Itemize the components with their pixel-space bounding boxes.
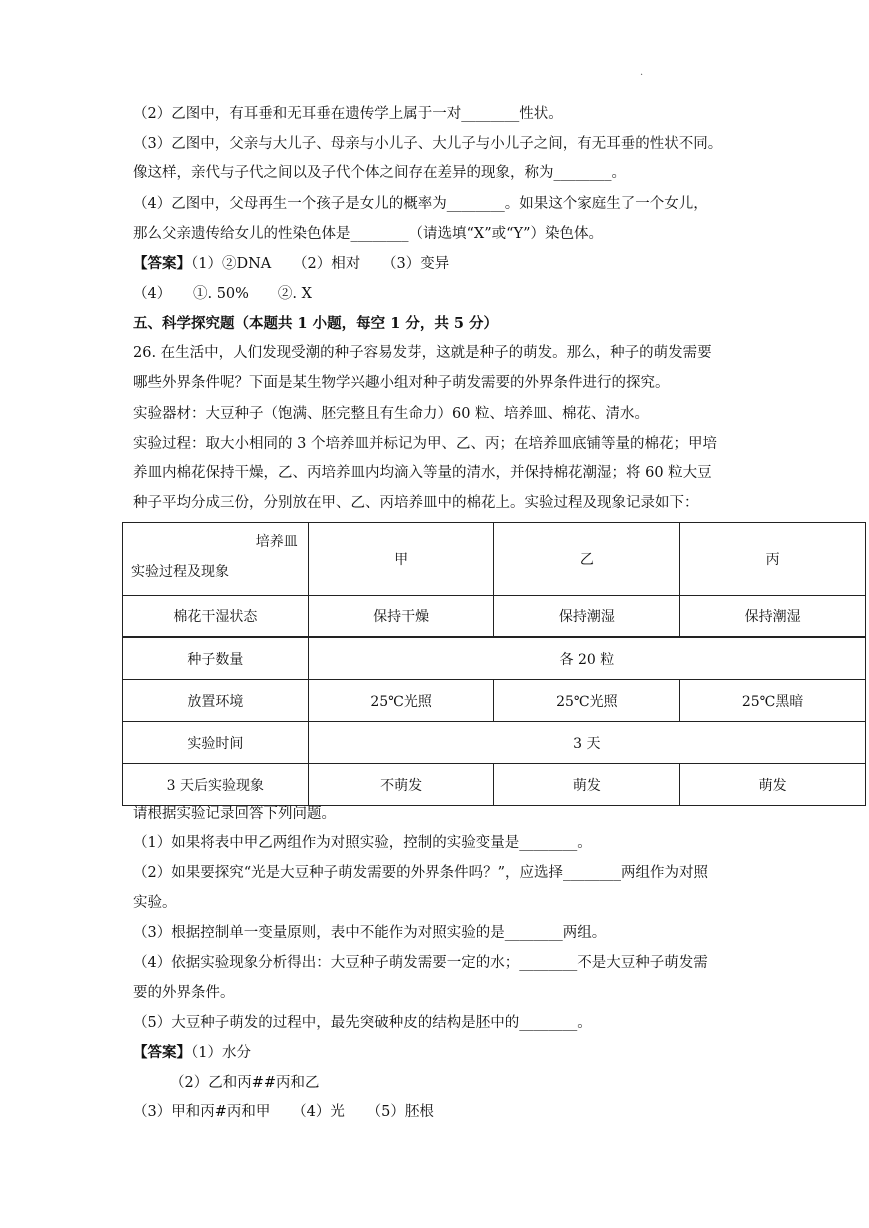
text-line: 哪些外界条件呢？下面是某生物学兴趣小组对种子萌发需要的外界条件进行的探究。: [133, 375, 670, 391]
table-cell: 保持干燥: [308, 596, 494, 638]
experiment-table: [122, 522, 866, 806]
col-header-bing: 丙: [680, 523, 866, 596]
header-process-label: 实验过程及现象: [131, 564, 229, 580]
table-cell: 萌发: [494, 764, 680, 806]
col-header-yi: 乙: [494, 523, 680, 596]
table-row: [123, 680, 866, 722]
row-label: 3 天后实验现象: [123, 764, 309, 806]
table-cell: 保持潮湿: [494, 596, 680, 638]
text-line: 像这样，亲代与子代之间以及子代个体之间存在差异的现象，称为________。: [133, 165, 626, 181]
table-row: [123, 764, 866, 806]
col-header-jia: 甲: [308, 523, 494, 596]
answer-text: （1）水分: [191, 1045, 251, 1061]
answer-line: （4） ①. 50% ②. X: [133, 286, 312, 302]
header-dish-label: 培养皿: [255, 534, 298, 550]
table-row: [123, 637, 866, 680]
answer-line: （3）甲和丙#丙和甲 （4）光 （5）胚根: [133, 1104, 434, 1120]
text-line: 实验过程：取大小相同的 3 个培养皿并标记为甲、乙、丙；在培养皿底铺等量的棉花；甲培: [133, 436, 717, 452]
table-cell: 3 天: [308, 722, 865, 764]
text-line: 实验器材：大豆种子（饱满、胚完整且有生命力）60 粒、培养皿、棉花、清水。: [133, 406, 650, 422]
table-cell: 萌发: [680, 764, 866, 806]
table-row: [123, 596, 866, 638]
text-line: 那么父亲遗传给女儿的性染色体是________（请选填“X”或“Y”）染色体。: [133, 226, 604, 242]
text-line: （2）乙图中，有耳垂和无耳垂在遗传学上属于一对________性状。: [133, 106, 563, 122]
text-line: （3）乙图中，父亲与大儿子、母亲与小儿子、大儿子与小儿子之间，有无耳垂的性状不同。: [133, 136, 723, 152]
table-cell: 各 20 粒: [308, 637, 865, 680]
table-row: [123, 722, 866, 764]
answer-label: 【答案】: [133, 255, 191, 272]
answer-label: 【答案】: [133, 1044, 191, 1061]
answer-line: （2）乙和丙##丙和乙: [170, 1075, 320, 1091]
answer-line: [133, 1043, 251, 1063]
text-line: （2）如果要探究“光是大豆种子萌发需要的外界条件吗？”，应选择________两组作为对照: [133, 865, 709, 881]
text-line: 请根据实验记录回答下列问题。: [133, 806, 336, 822]
table-cell: 25℃光照: [494, 680, 680, 722]
text-line: （4）依据实验现象分析得出：大豆种子萌发需要一定的水；________不是大豆种子萌发需: [133, 955, 708, 971]
page-dot: ·: [640, 70, 644, 81]
table-header-row: [123, 523, 866, 596]
text-line: （5）大豆种子萌发的过程中，最先突破种皮的结构是胚中的________。: [133, 1015, 592, 1031]
table-cell: 25℃黑暗: [680, 680, 866, 722]
row-label: 棉花干湿状态: [123, 596, 309, 638]
table-cell: 保持潮湿: [680, 596, 866, 638]
text-line: 实验。: [133, 895, 177, 911]
table-cell: 25℃光照: [308, 680, 494, 722]
answer-text: （1）②DNA （2）相对 （3）变异: [191, 256, 450, 272]
text-line: 要的外界条件。: [133, 985, 235, 1001]
text-line: （3）根据控制单一变量原则，表中不能作为对照实验的是________两组。: [133, 925, 607, 941]
text-line: 养皿内棉花保持干燥，乙、丙培养皿内均滴入等量的清水，并保持棉花潮湿；将 60 粒大豆: [133, 465, 712, 481]
text-line: （1）如果将表中甲乙两组作为对照实验，控制的实验变量是________。: [133, 835, 592, 851]
section-title: 五、科学探究题（本题共 1 小题，每空 1 分，共 5 分）: [133, 315, 499, 332]
text-line: 26. 在生活中，人们发现受潮的种子容易发芽，这就是种子的萌发。那么，种子的萌发需要: [133, 345, 712, 361]
answer-line: [133, 254, 449, 274]
row-label: 放置环境: [123, 680, 309, 722]
row-label: 种子数量: [123, 637, 309, 680]
text-line: （4）乙图中，父母再生一个孩子是女儿的概率为________。如果这个家庭生了一个女儿，: [133, 196, 708, 212]
text-line: 种子平均分成三份，分别放在甲、乙、丙培养皿中的棉花上。实验过程及现象记录如下：: [133, 495, 699, 511]
table-corner-cell: [123, 523, 309, 596]
table-cell: 不萌发: [308, 764, 494, 806]
row-label: 实验时间: [123, 722, 309, 764]
